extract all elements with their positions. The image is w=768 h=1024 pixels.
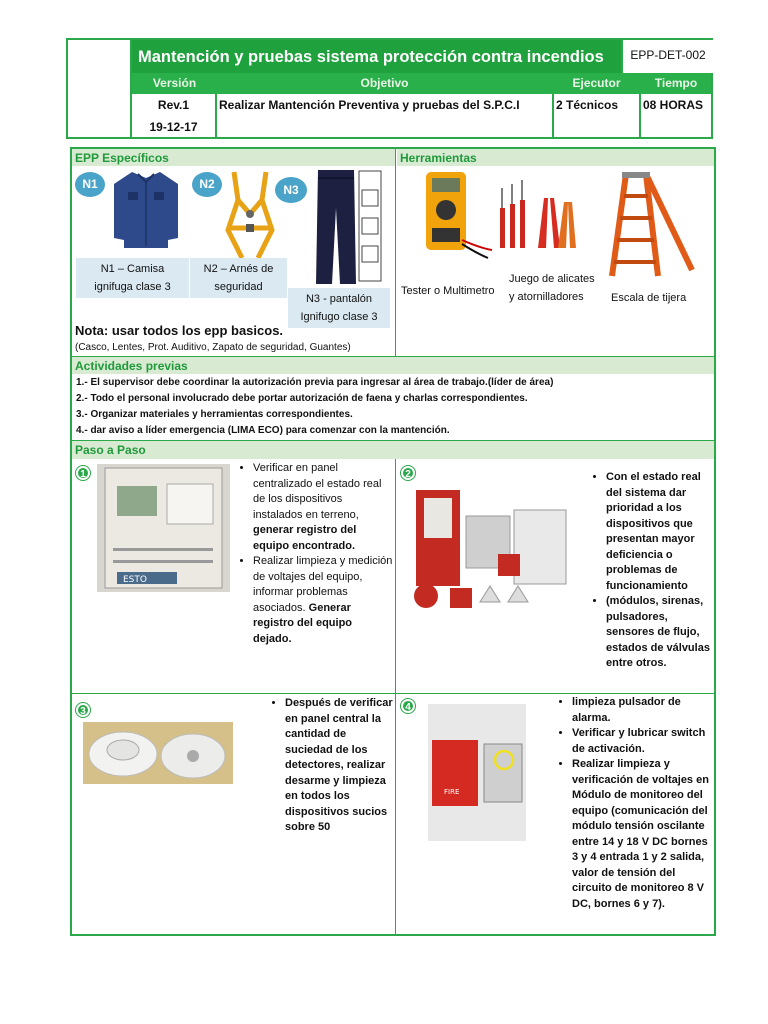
col-tiempo-label: Tiempo — [654, 76, 698, 90]
pull-station-image — [428, 704, 526, 841]
header-table — [66, 38, 713, 139]
steps-hdivider — [72, 693, 714, 694]
step-1-item-1: • Verificar en panel centralizado el estado real de los dispositivos instalados en terreno, generar registro del equipo encontrado. — [253, 461, 393, 554]
step-4-number: 4 — [401, 699, 415, 713]
step-1-item-2: • Realizar limpieza y medición de voltajes del equipo, informar problemas asociados. Generar registro del equipo dejado. — [253, 554, 393, 647]
multimeter-image — [422, 170, 494, 260]
n1-label: N1 – Camisa ignifuga clase 3 — [76, 258, 189, 298]
tester-label: Tester o Multimetro — [401, 285, 495, 297]
steps-heading: Paso a Paso — [72, 441, 714, 459]
step-2-item-1: • Con el estado real del sistema dar prioridad a los dispositivos que presentan mayor deficiencia o problemas de funcionamiento — [606, 470, 712, 594]
n3-badge: N3 — [275, 177, 307, 203]
document-code: EPP-DET-002 — [621, 40, 713, 73]
ejecutor-value: 2 Técnicos — [556, 98, 619, 112]
activity-2: 2.- Todo el personal involucrado debe portar autorización de faena y charlas correspondientes. — [76, 393, 528, 404]
vdiv-3 — [639, 94, 641, 137]
fire-label-text: FIRE — [444, 788, 460, 796]
vdiv-1 — [215, 94, 217, 137]
n2-badge: N2 — [192, 172, 222, 197]
col-ejecutor-label: Ejecutor — [572, 76, 621, 90]
ladder-image — [606, 170, 698, 278]
epp-heading: EPP Específicos — [72, 149, 395, 166]
n2-label: N2 – Arnés de seguridad — [190, 258, 287, 298]
n3-label: N3 - pantalón Ignifugo clase 3 — [288, 288, 390, 328]
step-2-number: 2 — [401, 466, 415, 480]
step-3-number: 3 — [76, 703, 90, 717]
revision: Rev.1 — [157, 98, 190, 112]
step-4-item-3: • Realizar limpieza y verificación de voltajes en Módulo de monitoreo del equipo (comunicación del módulo tensión oscilante entre 14 y 18 V DC bornes 3 y 4 entrada 1 y 2 salida, valor de tensión del circuito de monitoreo 8 V DC, bornes 6 y 7). — [572, 757, 712, 912]
steps-vdivider — [395, 459, 396, 934]
page-title: Mantención y pruebas sistema protección contra incendios — [138, 48, 604, 66]
vdiv-2 — [552, 94, 554, 137]
step-4-item-2: • Verificar y lubricar switch de activación. — [572, 726, 712, 757]
activity-3: 3.- Organizar materiales y herramientas correspondientes. — [76, 409, 353, 420]
step-4-item-1: • limpieza pulsador de alarma. — [572, 695, 712, 726]
tool-set-image — [498, 178, 576, 252]
harness-image — [220, 170, 280, 260]
revision-date: 19-12-17 — [149, 120, 198, 134]
smoke-detector-image — [83, 722, 233, 784]
pants-image — [314, 168, 358, 286]
col-objetivo-label: Objetivo — [360, 76, 409, 90]
activity-4: 4.- dar aviso a líder emergencia (LIMA ECO) para comenzar con la mantención. — [76, 425, 450, 436]
logo-cell — [68, 40, 132, 137]
step-1-number: 1 — [76, 466, 90, 480]
step-1-list — [243, 461, 393, 647]
epp-note: Nota: usar todos los epp basicos. — [75, 323, 284, 338]
fire-panel-image — [97, 464, 230, 592]
tools-heading: Herramientas — [397, 149, 714, 166]
col-version-label: Versión — [152, 76, 197, 90]
activity-1: 1.- El supervisor debe coordinar la autorización previa para ingresar al área de trabajo.(líder de área) — [76, 377, 554, 388]
step-2-list — [594, 470, 712, 672]
tools-set-label: Juego de alicates y atornilladores — [509, 273, 595, 303]
epp-note-detail: (Casco, Lentes, Prot. Auditivo, Zapato de seguridad, Guantes) — [75, 342, 351, 353]
n1-badge: N1 — [75, 172, 105, 197]
shirt-image — [110, 168, 182, 252]
step-4-list — [562, 695, 712, 912]
step-3-item-1: • Después de verificar en panel central la cantidad de suciedad de los detectores, realizar desarme y limpieza en todos los dispositivos sucios sobre 50 — [285, 696, 393, 836]
panel-brand-text: ESTO — [123, 575, 147, 585]
step-2-item-2: • (módulos, sirenas, pulsadores, sensores de flujo, estados de válvulas entre otros. — [606, 594, 712, 672]
epp-tools-divider — [395, 149, 396, 356]
fire-alarm-devices-image — [410, 484, 572, 620]
ladder-label: Escala de tijera — [611, 292, 687, 304]
objetivo-value: Realizar Mantención Preventiva y pruebas del S.P.C.I — [219, 98, 520, 112]
activities-heading: Actividades previas — [72, 357, 714, 374]
tiempo-value: 08 HORAS — [643, 98, 704, 112]
certification-labels — [358, 170, 382, 282]
step-3-list — [273, 696, 393, 836]
